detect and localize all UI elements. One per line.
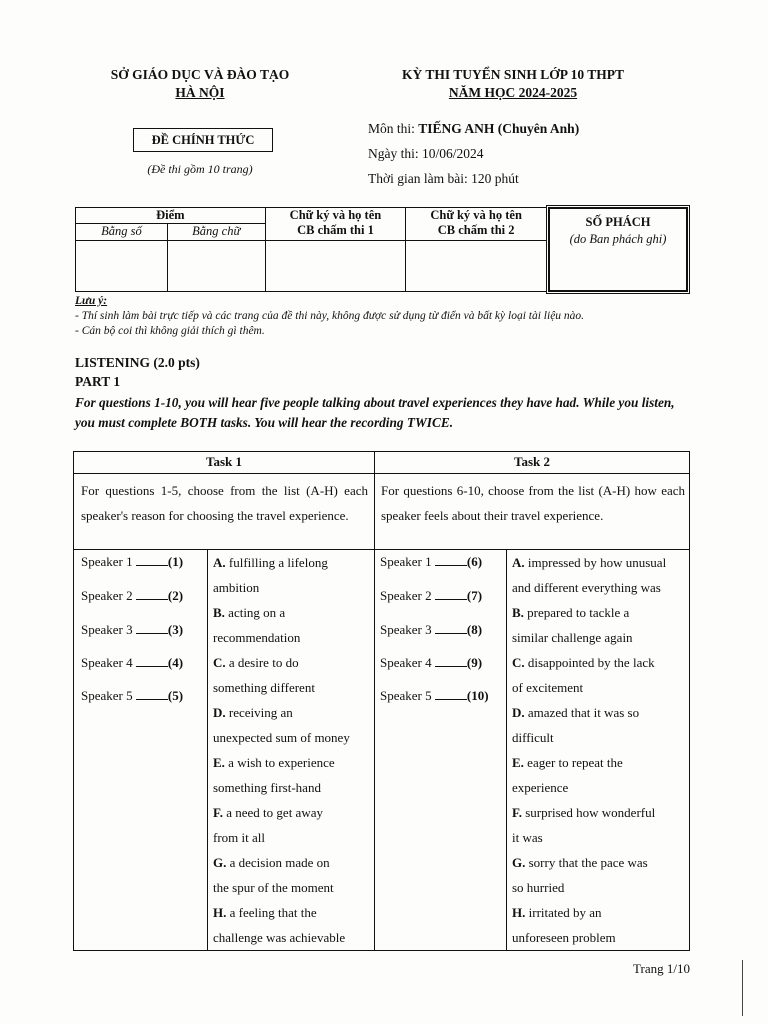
score-words-header: Bằng chữ	[167, 224, 265, 241]
task2-title-rule	[374, 473, 690, 474]
option-b	[512, 600, 688, 650]
speaker-label: Speaker 3	[81, 622, 133, 637]
option-text: prepared to tackle a	[523, 605, 630, 620]
option-letter: A.	[512, 555, 525, 570]
option-text: experience	[512, 780, 569, 795]
option-e	[213, 750, 373, 800]
option-text: eager to repeat the	[523, 755, 623, 770]
page-count-note: (Đề thi gồm 10 trang)	[147, 162, 253, 176]
option-text: a desire to do	[225, 655, 299, 670]
option-text: something different	[213, 680, 315, 695]
question-number: (4)	[167, 655, 184, 670]
option-text: difficult	[512, 730, 554, 745]
option-text: impressed by how unusual	[524, 555, 667, 570]
speaker-label: Speaker 5	[81, 688, 133, 703]
part-heading: PART 1	[75, 374, 121, 389]
grader1-label-line2: CB chấm thi 1	[297, 223, 374, 237]
task1-speaker-2	[81, 588, 183, 604]
code-number-title: SỐ PHÁCH	[585, 215, 651, 229]
answer-blank[interactable]	[435, 688, 467, 700]
grader2-signature-cell[interactable]	[406, 241, 547, 292]
option-a	[213, 550, 373, 600]
option-letter: E.	[213, 755, 225, 770]
option-text: fulfilling a lifelong	[225, 555, 328, 570]
option-f	[512, 800, 688, 850]
task2-description: For questions 6-10, choose from the list (A-H) how each speaker feels about their travel experience.	[381, 483, 685, 523]
answer-blank[interactable]	[435, 588, 467, 600]
option-text: a need to get away	[223, 805, 323, 820]
option-letter: G.	[213, 855, 227, 870]
task1-speaker-1	[81, 554, 183, 570]
grader1-header	[265, 208, 406, 241]
option-letter: A.	[213, 555, 226, 570]
exam-title: KỲ THI TUYỂN SINH LỚP 10 THPT	[401, 67, 625, 82]
score-number-cell[interactable]	[76, 241, 168, 292]
grader1-label-line1: Chữ ký và họ tên	[289, 208, 382, 222]
question-number: (10)	[466, 688, 489, 703]
option-letter: B.	[213, 605, 225, 620]
speaker-label: Speaker 2	[380, 588, 432, 603]
code-number-box	[548, 207, 688, 292]
option-h	[512, 900, 688, 950]
option-g	[512, 850, 688, 900]
answer-blank[interactable]	[136, 554, 168, 566]
speaker-label: Speaker 1	[380, 554, 432, 569]
option-text: and different everything was	[512, 580, 661, 595]
notes-line-2: - Cán bộ coi thì không giải thích gì thêm.	[75, 325, 265, 337]
option-letter: H.	[512, 905, 526, 920]
option-text: ambition	[213, 580, 260, 595]
option-letter: H.	[213, 905, 227, 920]
answer-blank[interactable]	[136, 622, 168, 634]
option-letter: B.	[512, 605, 524, 620]
option-c	[213, 650, 373, 700]
task1-description: For questions 1-5, choose from the list (A-H) each speaker's reason for choosing the travel experience.	[81, 483, 368, 523]
task1-title-rule	[74, 473, 374, 474]
task-table	[73, 451, 690, 951]
question-number: (7)	[466, 588, 483, 603]
option-text: receiving an	[225, 705, 293, 720]
option-h	[213, 900, 373, 950]
answer-blank[interactable]	[435, 622, 467, 634]
option-c	[512, 650, 688, 700]
option-text: disappointed by the lack	[524, 655, 655, 670]
task1-options	[213, 550, 373, 950]
option-text: something first-hand	[213, 780, 321, 795]
margin-line	[742, 960, 743, 1016]
grader2-header	[406, 208, 547, 241]
listening-heading: LISTENING (2.0 pts)	[75, 355, 200, 370]
task2-speaker-4	[380, 655, 482, 671]
option-letter: D.	[512, 705, 525, 720]
option-letter: C.	[213, 655, 226, 670]
grader2-label-line1: Chữ ký và họ tên	[430, 208, 522, 222]
option-text: similar challenge again	[512, 630, 633, 645]
exam-info	[368, 116, 579, 191]
notes-title: Lưu ý:	[75, 295, 108, 307]
task2-title: Task 2	[513, 454, 551, 469]
subject-value: TIẾNG ANH (Chuyên Anh)	[418, 121, 580, 136]
task2-speaker-1	[380, 554, 482, 570]
answer-blank[interactable]	[136, 655, 168, 667]
task1-speaker-3	[81, 622, 183, 638]
option-d	[213, 700, 373, 750]
speaker-label: Speaker 4	[81, 655, 133, 670]
speaker-label: Speaker 2	[81, 588, 133, 603]
score-number-header: Bằng số	[76, 224, 168, 241]
speaker-label: Speaker 4	[380, 655, 432, 670]
option-text: of excitement	[512, 680, 584, 695]
page-number: Trang 1/10	[633, 961, 690, 976]
task2-speaker-5	[380, 688, 489, 704]
option-text: the spur of the moment	[213, 880, 334, 895]
task2-speaker-2	[380, 588, 482, 604]
option-letter: E.	[512, 755, 524, 770]
question-number: (2)	[167, 588, 184, 603]
department-name: SỞ GIÁO DỤC VÀ ĐÀO TẠO	[110, 67, 290, 82]
task1-speaker-4	[81, 655, 183, 671]
subject-line	[368, 116, 579, 141]
notes-line-1: - Thí sinh làm bài trực tiếp và các trang của đề thi này, không được sử dụng từ điển và bất kỳ loại tài liệu nào.	[75, 310, 585, 322]
answer-blank[interactable]	[435, 554, 467, 566]
option-f	[213, 800, 373, 850]
option-letter: D.	[213, 705, 226, 720]
department-heading	[90, 66, 310, 102]
question-number: (9)	[466, 655, 483, 670]
school-year: NĂM HỌC 2024-2025	[448, 85, 578, 100]
question-number: (5)	[167, 688, 184, 703]
score-words-cell[interactable]	[167, 241, 265, 292]
question-number: (3)	[167, 622, 184, 637]
part-instruction: For questions 1-10, you will hear five people talking about travel experiences they have had. While you listen, you must complete BOTH tasks. You will hear the recording TWICE.	[75, 395, 675, 430]
question-number: (8)	[466, 622, 483, 637]
option-a	[512, 550, 688, 600]
task2-speaker-3	[380, 622, 482, 638]
option-letter: G.	[512, 855, 526, 870]
exam-duration: Thời gian làm bài: 120 phút	[368, 171, 519, 186]
option-text: recommendation	[213, 630, 301, 645]
grader2-label-line2: CB chấm thi 2	[437, 223, 515, 237]
option-text: a feeling that the	[226, 905, 317, 920]
task1-title: Task 1	[205, 454, 243, 469]
answer-blank[interactable]	[435, 655, 467, 667]
option-text: acting on a	[224, 605, 286, 620]
option-b	[213, 600, 373, 650]
task2-options	[512, 550, 688, 950]
option-text: so hurried	[512, 880, 565, 895]
option-text: sorry that the pace was	[525, 855, 648, 870]
option-letter: C.	[512, 655, 525, 670]
option-text: it was	[512, 830, 543, 845]
option-d	[512, 700, 688, 750]
task2-col-divider	[506, 549, 507, 950]
notes	[75, 294, 695, 339]
score-header: Điểm	[76, 208, 266, 224]
score-table	[75, 207, 688, 292]
option-text: unexpected sum of money	[213, 730, 350, 745]
task1-col-divider	[207, 549, 208, 950]
speaker-label: Speaker 3	[380, 622, 432, 637]
subject-label: Môn thi:	[368, 121, 415, 136]
grader1-signature-cell[interactable]	[265, 241, 406, 292]
option-text: from it all	[213, 830, 265, 845]
option-letter: F.	[512, 805, 522, 820]
option-text: surprised how wonderful	[522, 805, 656, 820]
speaker-label: Speaker 1	[81, 554, 133, 569]
question-number: (6)	[466, 554, 483, 569]
task-divider	[374, 452, 375, 950]
option-e	[512, 750, 688, 800]
answer-blank[interactable]	[136, 588, 168, 600]
question-number: (1)	[167, 554, 184, 569]
exam-heading	[368, 66, 658, 102]
option-text: challenge was achievable	[213, 930, 346, 945]
speaker-label: Speaker 5	[380, 688, 432, 703]
exam-date: Ngày thi: 10/06/2024	[368, 146, 484, 161]
option-letter: F.	[213, 805, 223, 820]
option-text: unforeseen problem	[512, 930, 616, 945]
task1-speaker-5	[81, 688, 183, 704]
code-number-note: (do Ban phách ghi)	[569, 232, 667, 246]
answer-blank[interactable]	[136, 688, 168, 700]
option-g	[213, 850, 373, 900]
option-text: a wish to experience	[224, 755, 335, 770]
option-text: amazed that it was so	[524, 705, 640, 720]
department-city: HÀ NỘI	[175, 85, 225, 100]
option-text: a decision made on	[226, 855, 330, 870]
option-text: irritated by an	[525, 905, 602, 920]
official-exam-badge: ĐỀ CHÍNH THỨC	[133, 128, 273, 152]
